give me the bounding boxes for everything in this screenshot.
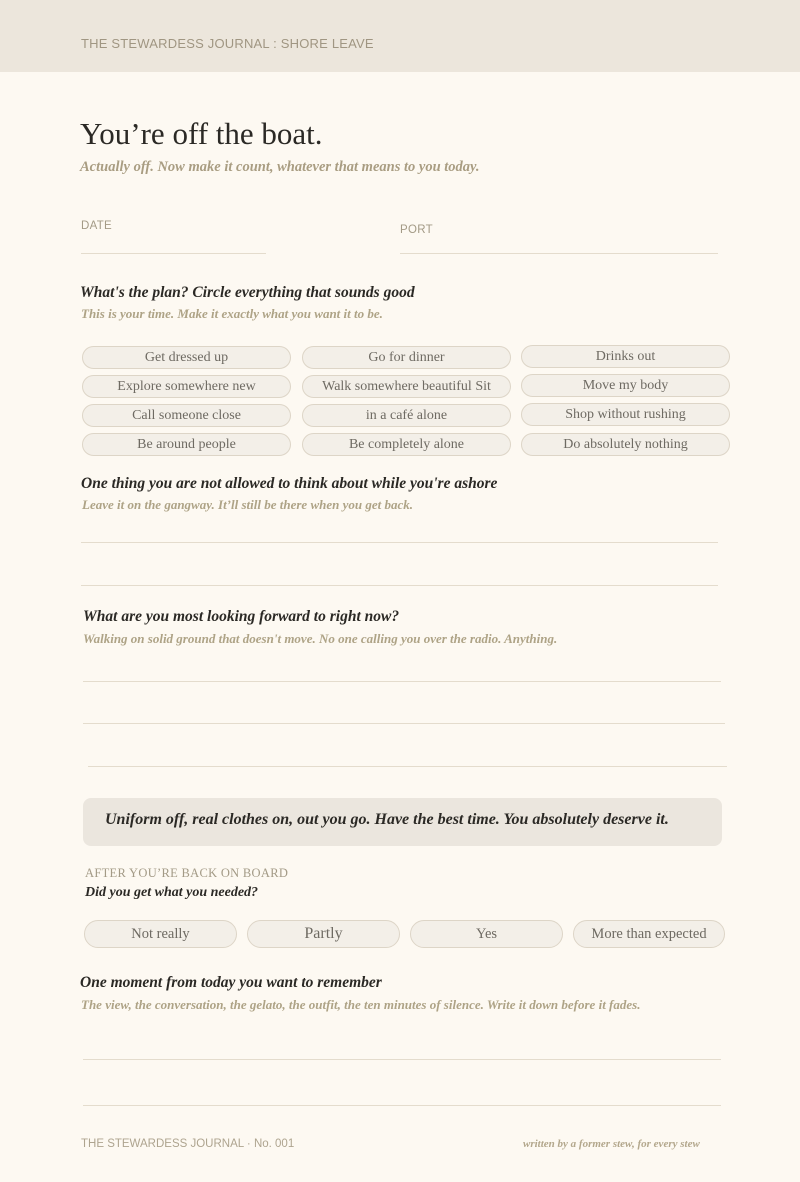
after-question: Did you get what you needed? — [85, 885, 259, 900]
date-label: DATE — [81, 220, 113, 232]
moment-subtitle: The view, the conversation, the gelato, the outfit, the ten minutes of silence. Write it down before it fades. — [81, 997, 641, 1012]
writing-line[interactable] — [88, 766, 727, 767]
writing-line[interactable] — [83, 1059, 721, 1060]
plan-option[interactable]: Be around people — [82, 433, 291, 456]
plan-option[interactable]: Explore somewhere new — [82, 375, 291, 398]
banner-text: Uniform off, real clothes on, out you go. Have the best time. You absolutely deserve it. — [105, 811, 669, 828]
plan-option[interactable]: Move my body — [521, 374, 730, 397]
after-option[interactable]: Partly — [247, 920, 400, 948]
plan-option[interactable]: Drinks out — [521, 345, 730, 368]
plan-option[interactable]: Go for dinner — [302, 346, 511, 369]
port-field[interactable] — [400, 253, 718, 254]
footer-left: THE STEWARDESS JOURNAL · No. 001 — [81, 1138, 295, 1150]
after-option[interactable]: Yes — [410, 920, 563, 948]
plan-option[interactable]: Do absolutely nothing — [521, 433, 730, 456]
footer-right: written by a former stew, for every stew — [523, 1138, 700, 1150]
page-subtitle: Actually off. Now make it count, whatever that means to you today. — [80, 159, 480, 175]
looking-forward-subtitle: Walking on solid ground that doesn't move. No one calling you over the radio. Anything. — [83, 631, 558, 646]
after-option[interactable]: More than expected — [573, 920, 725, 948]
writing-line[interactable] — [81, 585, 718, 586]
port-label: PORT — [400, 224, 433, 236]
writing-line[interactable] — [83, 1105, 721, 1106]
page-title: You’re off the boat. — [80, 116, 323, 151]
plan-option[interactable]: in a café alone — [302, 404, 511, 427]
writing-line[interactable] — [81, 542, 718, 543]
plan-option[interactable]: Be completely alone — [302, 433, 511, 456]
plan-option[interactable]: Shop without rushing — [521, 403, 730, 426]
plan-subtitle: This is your time. Make it exactly what you want it to be. — [81, 306, 383, 321]
looking-forward-question: What are you most looking forward to right now? — [83, 608, 400, 625]
plan-option[interactable]: Walk somewhere beautiful Sit — [302, 375, 511, 398]
date-field[interactable] — [81, 253, 266, 254]
plan-option[interactable]: Call someone close — [82, 404, 291, 427]
plan-option[interactable]: Get dressed up — [82, 346, 291, 369]
encouragement-banner — [83, 798, 722, 846]
after-label: AFTER YOU’RE BACK ON BOARD — [85, 866, 289, 880]
not-allowed-subtitle: Leave it on the gangway. It’ll still be there when you get back. — [82, 497, 413, 512]
writing-line[interactable] — [83, 723, 725, 724]
not-allowed-question: One thing you are not allowed to think about while you're ashore — [81, 475, 498, 492]
header-label: THE STEWARDESS JOURNAL : SHORE LEAVE — [81, 36, 374, 51]
plan-question: What's the plan? Circle everything that sounds good — [80, 284, 415, 301]
writing-line[interactable] — [83, 681, 721, 682]
moment-question: One moment from today you want to remember — [80, 974, 382, 991]
after-option[interactable]: Not really — [84, 920, 237, 948]
header-bar — [0, 0, 800, 72]
